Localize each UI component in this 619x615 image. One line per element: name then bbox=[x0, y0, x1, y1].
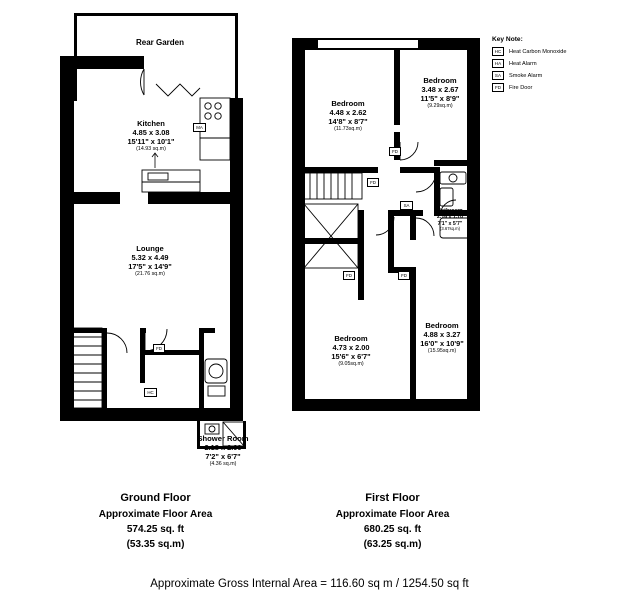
room-metric: 4.88 x 3.27 bbox=[423, 329, 461, 339]
first-floor-area-sqft: 680.25 sq. ft bbox=[363, 523, 422, 535]
room-area: (15.95sq.m) bbox=[427, 348, 457, 355]
room-label-bathroom bbox=[416, 208, 484, 232]
sa-code-icon: SA bbox=[492, 71, 504, 80]
room-name: Bedroom bbox=[334, 334, 368, 343]
room-area: (14.93 sq.m) bbox=[136, 146, 166, 153]
marker-hc-icon: HC bbox=[144, 388, 157, 397]
room-metric: 2.16 x 1.70 bbox=[437, 214, 463, 221]
room-imperial: 17'5" x 14'9" bbox=[128, 261, 172, 271]
room-name: Shower Room bbox=[197, 434, 249, 443]
ground-floor-name: Ground Floor bbox=[120, 492, 191, 504]
room-imperial: 7'2" x 6'7" bbox=[205, 451, 241, 461]
first-floor-plan bbox=[288, 32, 488, 417]
marker-sa-icon: SA bbox=[400, 201, 413, 210]
room-metric: 2.18 x 2.00 bbox=[204, 442, 242, 452]
ground-floor-area-sqm: (53.35 sq.m) bbox=[126, 538, 185, 550]
room-metric: 3.48 x 2.67 bbox=[421, 84, 459, 94]
marker-ma-icon: MA bbox=[193, 123, 206, 132]
first-floor-area-caption: Approximate Floor Area bbox=[335, 508, 450, 520]
ground-floor-area-caption: Approximate Floor Area bbox=[98, 508, 213, 520]
key-note-item bbox=[492, 83, 616, 92]
room-name: Bedroom bbox=[425, 321, 459, 330]
room-area: (11.73sq.m) bbox=[334, 126, 362, 133]
room-area: (9.29sq.m) bbox=[427, 103, 453, 110]
first-floor-area-sqm: (63.25 sq.m) bbox=[363, 538, 422, 550]
room-label-bedroom-1 bbox=[302, 100, 394, 133]
room-name: Kitchen bbox=[137, 119, 165, 128]
marker-fd-icon: FD bbox=[398, 271, 410, 280]
hc-code-icon: HC bbox=[492, 47, 504, 56]
marker-fd-icon: FD bbox=[367, 178, 379, 187]
room-label-bedroom-4 bbox=[304, 335, 398, 368]
key-note-item bbox=[492, 59, 616, 68]
room-imperial: 15'11" x 10'1" bbox=[127, 136, 175, 146]
room-label-shower-room bbox=[168, 435, 278, 468]
key-note-label: Smoke Alarm bbox=[509, 72, 543, 79]
room-area: (21.76 sq.m) bbox=[135, 271, 165, 278]
room-label-bedroom-2 bbox=[398, 77, 482, 110]
key-note-label: Heat Carbon Monoxide bbox=[509, 48, 567, 55]
key-note-label: Fire Door bbox=[509, 84, 533, 91]
first-floor-name: First Floor bbox=[365, 492, 420, 504]
room-area: (4.36 sq.m) bbox=[209, 461, 237, 468]
rear-garden-label: Rear Garden bbox=[135, 38, 185, 47]
room-metric: 4.73 x 2.00 bbox=[332, 342, 370, 352]
room-label-lounge bbox=[95, 245, 205, 278]
key-note-item bbox=[492, 47, 616, 56]
room-name: Bathroom bbox=[437, 208, 463, 214]
room-name: Bedroom bbox=[331, 99, 365, 108]
room-metric: 4.85 x 3.08 bbox=[132, 127, 170, 137]
ha-code-icon: HA bbox=[492, 59, 504, 68]
marker-fd-icon: FD bbox=[389, 147, 401, 156]
room-name: Bedroom bbox=[423, 76, 457, 85]
room-label-kitchen bbox=[96, 120, 206, 153]
room-imperial: 15'6" x 6'7" bbox=[331, 351, 371, 361]
marker-fd-icon: FD bbox=[153, 344, 165, 353]
marker-fd-icon: FD bbox=[343, 271, 355, 280]
gross-internal-area: Approximate Gross Internal Area = 116.60 sq m / 1254.50 sq ft bbox=[150, 578, 469, 590]
room-metric: 4.48 x 2.62 bbox=[329, 107, 367, 117]
ground-floor-footer bbox=[48, 490, 263, 552]
ground-floor-plan bbox=[52, 10, 257, 480]
room-imperial: 7'1" x 5'7" bbox=[437, 220, 463, 227]
key-note-title: Key Note: bbox=[492, 36, 523, 43]
room-imperial: 11'5" x 8'9" bbox=[420, 93, 460, 103]
room-label-bedroom-3 bbox=[398, 322, 486, 355]
room-metric: 5.32 x 4.49 bbox=[131, 252, 169, 262]
ground-floor-area-sqft: 574.25 sq. ft bbox=[126, 523, 185, 535]
key-note-panel bbox=[492, 36, 616, 95]
room-imperial: 16'0" x 10'9" bbox=[420, 338, 464, 348]
room-name: Lounge bbox=[136, 244, 164, 253]
key-note-item bbox=[492, 71, 616, 80]
room-area: (3.67sq.m) bbox=[439, 225, 460, 231]
first-floor-footer bbox=[285, 490, 500, 552]
key-note-label: Heat Alarm bbox=[509, 60, 537, 67]
fd-code-icon: FD bbox=[492, 83, 504, 92]
room-imperial: 14'8" x 8'7" bbox=[328, 116, 368, 126]
room-area: (9.05sq.m) bbox=[338, 361, 364, 368]
